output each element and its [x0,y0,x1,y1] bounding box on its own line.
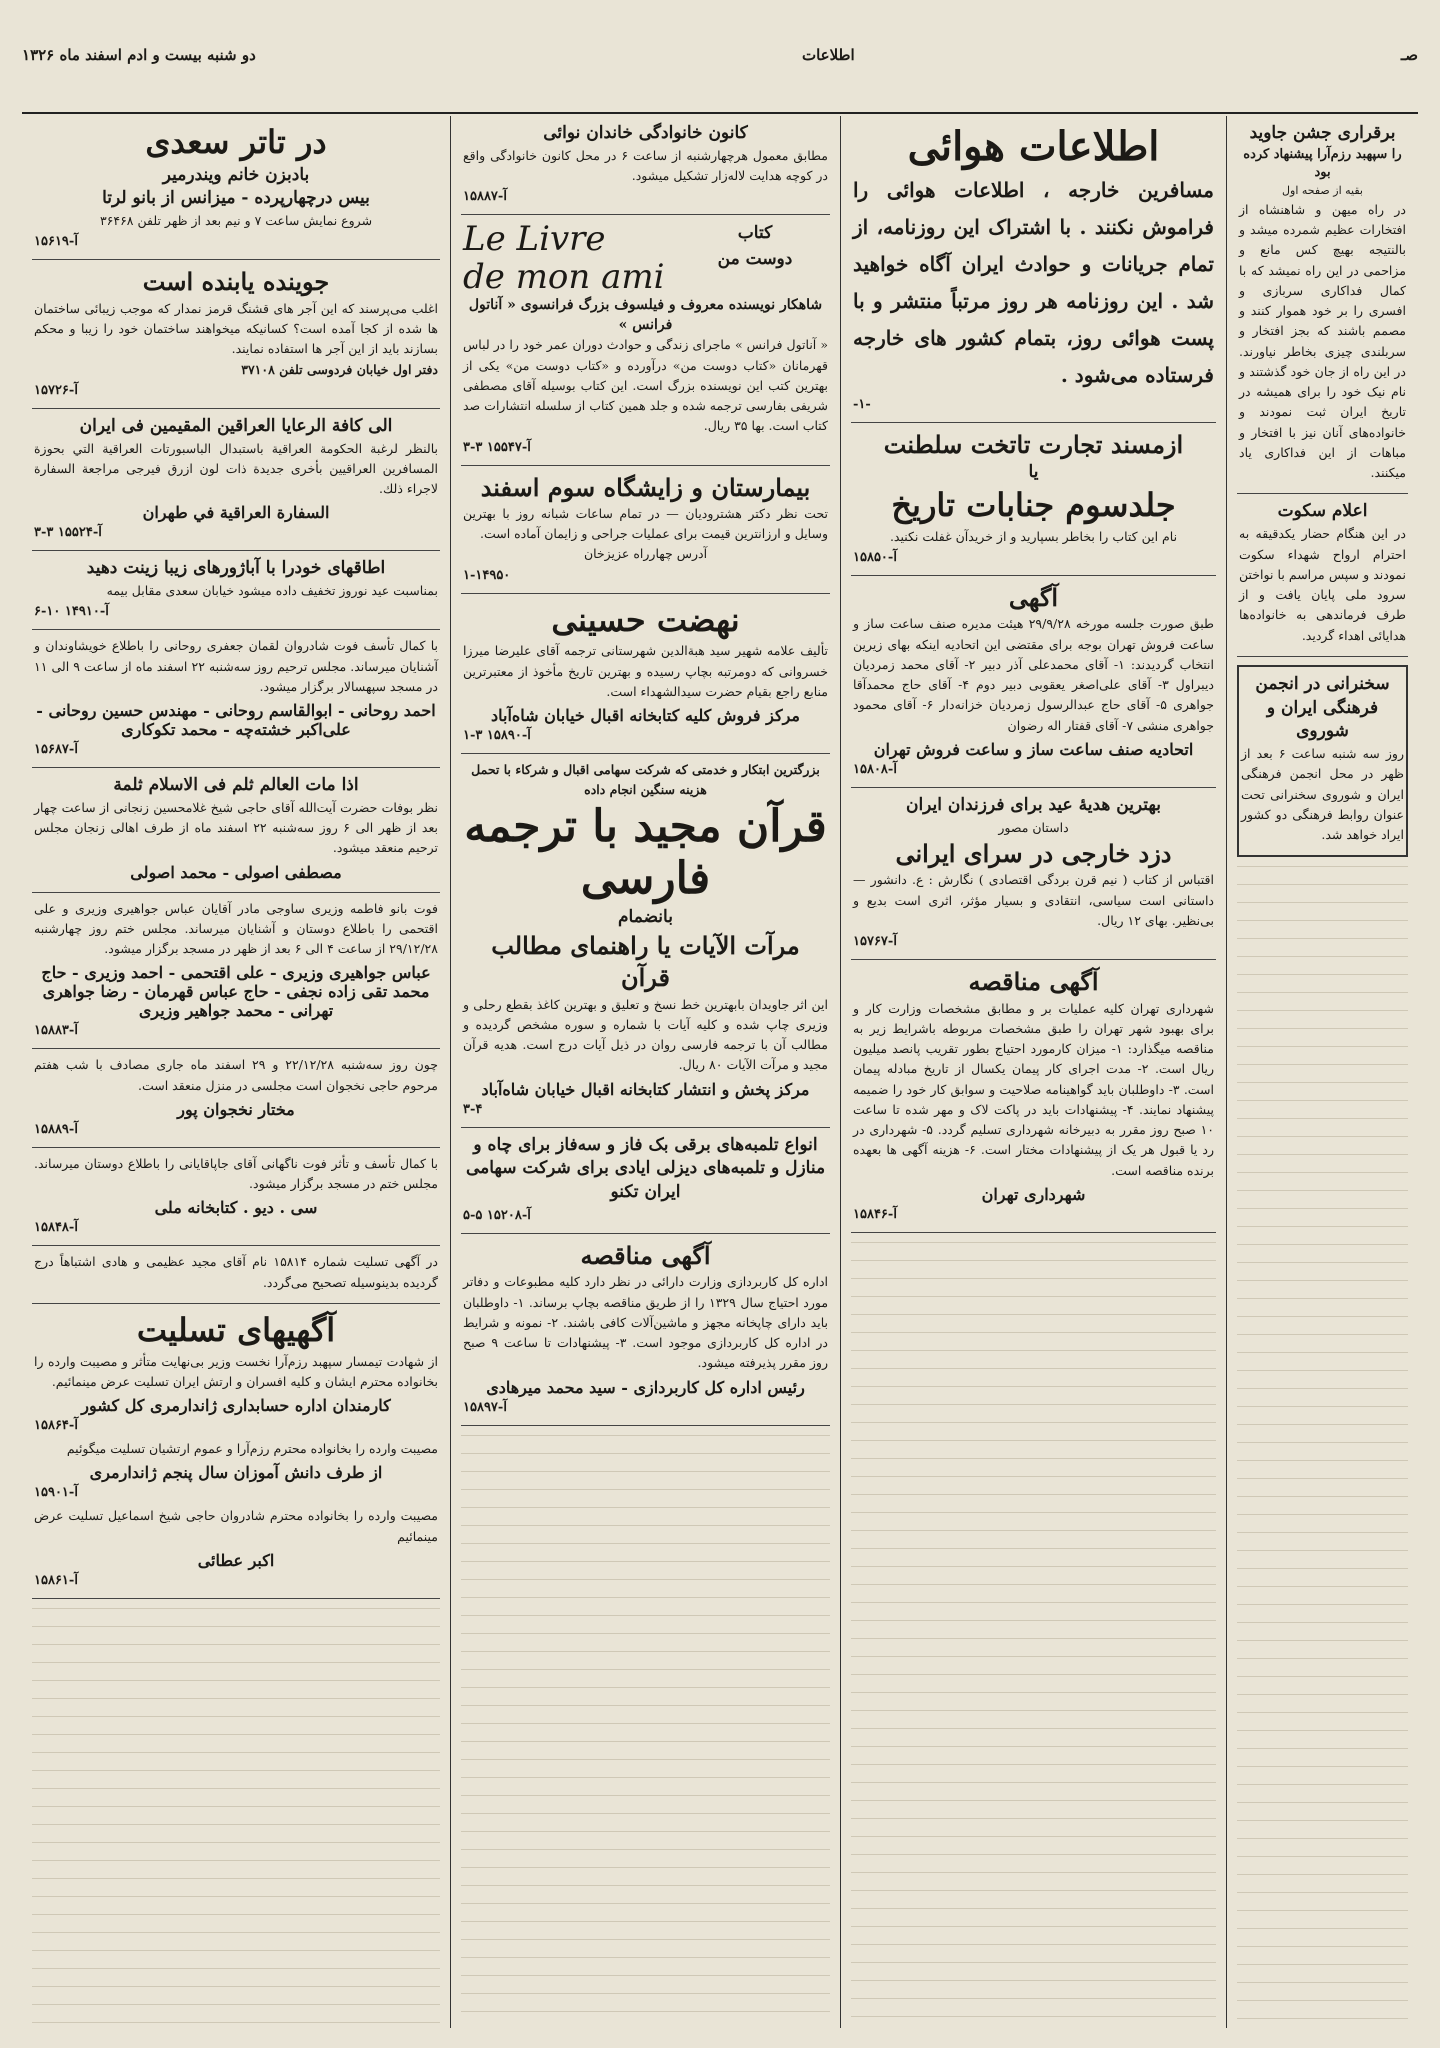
iraq-sig: السفارة العراقية في طهران [142,503,330,523]
thief-book-ad [851,788,1216,960]
seeker-ad [32,260,440,408]
theater-ad [32,116,440,260]
iraq-code [34,525,438,540]
sokoot-title: اعلام سکوت [1277,501,1368,522]
notice1-sig: اتحادیه صنف ساعت ساز و ساعت فروش تهران [873,739,1194,759]
hospital-code: ۱-۱۴۹۵۰ [463,567,511,583]
theater-code: آ-۱۵۶۱۹ [34,234,78,250]
iraq-body: بالنظر لرغبة الحكومة العراقية باستبدال الباسبورتات العراقية التي بحوزة المسافرين العراقيين بأخرى جديدة ذات لون ازرق فيرجى مراجعة السفارة لاجراء ذلك. [34,440,438,497]
hospital-ad [461,466,830,594]
column-2-body-text [851,1233,1216,2028]
hadi-sig: مختار نخجوان پور [177,1099,295,1119]
lamp-body: بمناسبت عید نوروز تخفیف داده میشود خیابان سعدی مقابل بیمه [106,583,438,599]
notice1-title: آگهی [1008,583,1059,613]
book-fa-1: کتاب [737,223,773,244]
seeker-addr: دفتر اول خیابان فردوسی تلفن ۳۷۱۰۸ [241,361,438,377]
correction-notice [32,1246,440,1304]
condolence4-sig: اکبر عطائی [197,1550,275,1570]
death-body: فوت بانو فاطمه وزیری ساوجی مادر آقایان عباس جواهیری وزیری و علی اقتحمی را باطلاع دوستان و آشنایان میرساند. مجلس ختم روز چهارشنبه ۲۹/۱۲/۲۸ از ساعت ۴ الی ۶ بعد از ظهر در مسجد برگزار میشود. [34,900,438,957]
theater-body: بیس درچهارپرده - میزانس از بانو لرتا [102,188,370,209]
column-1-body-text [1237,857,1408,2028]
thief-sub: داستان مصور [998,819,1069,835]
lamp-title: اطاقهای خودرا با آباژورهای زیبا زینت دهید [86,558,386,579]
column-3-body-text [461,1426,830,2028]
anjoman-title: سخنرانی در انجمن فرهنگی ایران و شوروی [1255,673,1390,742]
history-pre: ازمسند تجارت تاتخت سلطنت [883,430,1184,459]
nehzat-body: تألیف علامه شهیر سید هبة‌الدین شهرستانی ترجمه آقای علیرضا میرزا خسروانی که دومرتبه بچاپ رسیده و بهترین تاریخ مأخوذ از معتبرترین منابع راجع بقیام حضرت سیدالشهداء است. [463,643,828,699]
book-heading [463,221,828,296]
quran-sub: بانضمام [618,907,673,928]
notice1-code: آ-۱۵۸۰۸ [853,761,897,777]
quran-sub2: مرآت الآیات یا راهنمای مطالب قرآن [491,930,800,993]
pump-ad [461,1128,830,1234]
tender3-body: اداره کل کاربردازی وزارت دارائی در نظر دارد کلیه مطبوعات و دفاتر مورد احتیاج سال ۱۳۲۹ را از طریق مناقصه بچاپ برساند. ۱- داوطلبان باید دارای چاپخانه مجهز و ماشین‌آلات کافی باشند. ۲- نمونه و شرایط در اداره کل کاربردازی موجود است. ۳- پیشنهادات تا ساعت ۹ صبح روز مقرر پذیرفته میشود. [463,1274,829,1371]
tender2-code: آ-۱۵۸۴۶ [853,1206,897,1222]
hospital-body: تحت نظر دکتر هشترودیان — در تمام ساعات شبانه روز با بهترین وسایل و ارزانترین قیمت برای عملیات جراحی و زایمان آماده است. [463,505,828,542]
death-code: آ-۱۵۸۸۳ [34,1023,78,1039]
column-3 [450,116,840,2028]
condolence1-code: آ-۱۵۶۸۷ [34,742,78,758]
anjoman-body: روز سه شنبه ساعت ۶ بعد از ظهر در محل انجمن فرهنگی ایران و شوروی سخنرانی تحت عنوان روابط فرهنگی دو کشور ایراد خواهد شد. [1241,746,1404,843]
thief-pre: بهترین هدیهٔ عید برای فرزندان ایران [905,794,1162,815]
lamp-num: ۱۰-۶ [34,604,61,620]
hadi-code: آ-۱۵۸۸۹ [34,1121,78,1137]
quran-place: مرکز پخش و انتشار کتابخانه اقبال خیابان شاه‌آباد [481,1079,810,1099]
lamp-code-value: آ-۱۴۹۱۰ [64,604,109,620]
condolence4-body: مصیبت وارده را بخانواده محترم شادروان حاجی شیخ اسماعیل تسلیت عرض مینمائیم [34,1508,438,1544]
theater-sub: بادبزن خانم ویندرمیر [162,164,310,185]
quran-num: ۳-۴ [463,1101,483,1117]
quran-body: این اثر جاویدان بابهترین خط نسخ و تعلیق و بهترین کاغذ بقطع رحلی و وزیری چاپ شده و کلیه آیات با شماره و سوره مشخص گردیده و مطالب آن با ترجمه فارسی روان در ذیل آیات درج است. هدیه قرآن مجید و مرآت الآیات ۸۰ ریال. [463,996,828,1073]
iraq-title: الی کافة الرعایا العراقین المقیمین فی ایران [79,415,393,436]
page-number: صـ [1400,46,1418,64]
condolence4-code: آ-۱۵۸۶۱ [34,1572,78,1588]
cinema-code: آ-۱۵۸۴۸ [34,1220,78,1236]
history-body: نام این کتاب را بخاطر بسپارید و از خریدآن غفلت نکنید. [889,528,1178,544]
book-latin-title [463,221,675,296]
masthead [22,0,1418,110]
seeker-title: جوینده یابنده است [142,267,330,297]
thief-title: دزد خارجی در سرای ایرانی [895,838,1172,868]
thief-code: آ-۱۵۷۶۷ [853,934,897,950]
tender3-title: آگهی مناقصه [580,1241,711,1271]
history-title: جلدسوم جنابات تاریخ [891,486,1176,525]
column-4 [22,116,450,2028]
book-body: « آناتول فرانس » ماجرای زندگی و حوادث دوران عمر خود را در لباس قهرمانان «کتاب دوست من» درآورده و «کتاب دوست من» یکی از بهترین کتب این نویسنده بزرگ است. این کتاب بوسیله آقای مصطفی شریفی بفارسی ترجمه شده و جلد همین کتاب از سلسله انتشارات صد کتاب است. بها ۳۵ ریال. [463,337,828,434]
column-1 [1226,116,1418,2028]
condolence3-sig: از طرف دانش آموزان سال پنجم ژاندارمری [89,1463,383,1483]
kanoon-code: آ-۱۵۸۸۷ [463,189,507,205]
lamp-code [34,604,438,619]
book-latin-2: de mon ami [463,256,665,297]
theater-title: در تاتر سعدی [145,123,327,161]
history-code: آ-۱۵۸۵۰ [853,550,897,566]
air-info-title: اطلاعات هوائی [907,123,1160,170]
condolence2-code: آ-۱۵۸۶۴ [34,1418,78,1434]
condolence-nakhjavan [32,1049,440,1148]
quran-title: قرآن مجید با ترجمه فارسی [464,800,827,905]
condolence-zanjani [32,768,440,893]
jashn-subtitle: را سپهبد رزم‌آرا پیشنهاد کرده بود [1243,146,1402,180]
pump-num: ۵-۵ [463,1208,483,1224]
book-fa-title [682,221,828,272]
lamp-ad [32,551,440,630]
inna-body: نظر بوفات حضرت آیت‌الله آقای حاجی شیخ غلامحسین زنجانی از ساعت چهار بعد از ظهر الی ۶ روز سه‌شنبه ۲۲ اسفند ماه از طرف اهالی زنجان مجلس ترحیم منعقد میشود. [34,799,439,856]
quran-ad [461,754,830,1128]
hospital-addr: آدرس چهارراه عزیزخان [583,546,708,562]
kanoon-title: کانون خانوادگی خاندان نوائی [543,123,748,143]
air-info-num: -۱- [853,397,871,412]
book-ad [461,215,830,465]
condolence-ruhani [32,630,440,768]
jashn-article [1237,116,1408,494]
condolence-title: آگهیهای تسلیت [136,1310,336,1349]
tender2-body: شهرداری تهران کلیه عملیات بر و مطابق مشخصات وزارت کار و برای بهبود شهر تهران را طبق مشخصات مربوطه باشرایط زیر به مناقصه میگذارد: ۱- میزان کارمورد احتیاج بطور تقریب پانصد میلیون ریال است. ۲- مدت اجرای کار پیمان یکسال از تاریخ مبادله پیمان است. ۳- داوطلبان باید گواهینامه صلاحیت و سوابق کار خود را ضمیمه پیشنهاد نمایند. ۴- پیشنهادات باید در پاکت لاک و مهر شده تا ساعت ۱۰ صبح روز مقرر به دبیرخانه شهرداری تسلیم گردد. ۵- شهرداری در رد یا قبول هر یک از پیشنهادات مختار است. ۶- هزینه آگهی ها بعهده برنده مناقصه است. [853,1000,1215,1178]
seeker-code: آ-۱۵۷۲۶ [34,382,78,398]
tender3-code: آ-۱۵۸۹۷ [463,1399,507,1415]
paper-name: اطلاعات [801,46,855,64]
quran-pre: بزرگترین ابتکار و خدمتی که شرکت سهامی اقبال و شرکاء با تحمل هزینه سنگین انجام داده [471,762,820,798]
condolence2-sig: کارمندان اداره حسابداری ژاندارمری کل کشور [81,1396,391,1416]
thief-body: اقتباس از کتاب ( نیم قرن بردگی اقتصادی ) نگارش : ع. دانشور — داستانی است سیاسی، انتقادی و بسیار مؤثر، اثری است بدیع و بی‌نظیر. بهای ۱۲ ریال. [853,872,1214,928]
condolence2-body: از شهادت تیمسار سپهبد رزم‌آرا نخست وزیر بی‌نهایت متأثر و مصیبت وارده را بخانواده محترم ایشان و کلیه افسران و ارتش ایران تسلیت عرض مینمائیم. [34,1353,438,1389]
history-ya: یا [1028,462,1039,483]
pump-body: انواع تلمبه‌های برقی بک فاز و سه‌فاز برای چاه و منازل و تلمبه‌های دیزلی ایادی برای شرکت سهامی ایران تکنو [465,1134,826,1203]
hospital-title: بیمارستان و زایشگاه سوم اسفند [480,472,811,502]
book-num: ۳-۳ [463,439,483,455]
book-code-value: آ-۱۵۵۴۷ [486,439,531,455]
cinema-body: با کمال تأسف و تأثر فوت ناگهانی آقای جاپاقایانی را باطلاع دوستان میرساند. مجلس ختم در مسجد برگزار میشود. [34,1155,438,1192]
sokoot-article [1237,494,1408,656]
condolence-library [32,1148,440,1247]
condolence3-code: آ-۱۵۹۰۱ [34,1485,78,1501]
pump-code-value: آ-۱۵۲۰۸ [486,1208,531,1224]
column-2 [840,116,1226,2028]
hadi-body: چون روز سه‌شنبه ۲۲/۱۲/۲۸ و ۲۹ اسفند ماه جاری مصادف با شب هفتم مرحوم حاجی نخجوان است مجلسی در منزل منعقد است. [34,1057,438,1093]
nehzat-place: مرکز فروش کلیه کتابخانه اقبال خیابان شاه‌آباد [491,706,800,725]
nehzat-code [463,728,828,743]
correction-body: در آگهی تسلیت شماره ۱۵۸۱۴ نام آقای مجید عظیمی و هادی اشتباهاً درج گردیده بدینوسیله تصحیح می‌گردد. [34,1254,438,1290]
columns [22,116,1418,2028]
inna-sig: مصطفی اصولی - محمد اصولی [130,862,342,882]
iraq-num: ۳-۳ [34,525,54,541]
nehzat-num: ۳-۱ [463,728,483,743]
watch-guild-notice [851,576,1216,788]
death-sig: عباس جواهیری وزیری - علی اقتحمی - احمد وزیری - حاج محمد تقی زاده نجفی - حاج عباس قهرمان - رضا جواهری تهرانی - محمد جواهیر وزیری [41,963,431,1021]
condolence-vaziri [32,893,440,1050]
book-author: شاهکار نویسنده معروف و فیلسوف بزرگ فرانسوی « آناتول فرانس » [468,297,823,333]
air-info-body: مسافرین خارجه ، اطلاعات هوائی را فراموش نکنند . با اشتراک این روزنامه، از تمام جریانات و حوادث ایران آگاه خواهید شد . این روزنامه هر روز مرتباً منتشر و با پست هوائی روز، بتمام کشور های خارجه فرستاده می‌شود . [853,178,1214,387]
cinema-sig: سی . دیو . کتابخانه ملی [154,1198,318,1218]
masthead-rule [22,112,1418,114]
tender3-sig: رئیس اداره کل کاربردازی - سید محمد میرهادی [486,1377,805,1397]
pump-code [463,1208,828,1223]
iraq-ad [32,409,440,552]
column-4-body-text [32,1599,440,2028]
anjoman-box [1237,665,1408,858]
condolence3-body: مصیبت وارده را بخانواده محترم رزم‌آرا و عموم ارتشیان تسلیت میگوئیم [66,1441,438,1457]
nehzat-code-value: آ-۱۵۸۹۰ [486,728,531,743]
nehzat-title: نهضت حسینی [551,600,740,639]
iraq-code-value: آ-۱۵۵۲۴ [57,525,102,541]
book-code [463,440,828,455]
sokoot-body: در این هنگام حضار یکدقیقه به احترام ارواح شهداء سکوت نمودند و سپس مراسم با نواختن سرود ملی پایان یافت و از طرف فرماندهی به خانواده‌ها هدایائی اهداء گردید. [1239,526,1406,643]
book-fa-2: دوست من [717,248,793,269]
date-line: دو شنبه بیست و ادم اسفند ماه ۱۳۲۶ [22,46,256,64]
book-latin-1: Le Livre [463,219,606,260]
theater-time: شروع نمایش ساعت ۷ و نیم بعد از ظهر تلفن ۳۶۴۶۸ [99,213,373,229]
printing-tender [461,1234,830,1426]
jashn-title: برقراری جشن جاوید [1249,123,1396,143]
jashn-continued: بقیه از صفحه اول [1282,184,1363,198]
tender2-title: آگهی مناقصه [968,967,1099,997]
kanoon-body: مطابق معمول هرچهارشنبه از ساعت ۶ در محل کانون خانوادگی واقع در کوچه هدایت لاله‌زار تشکیل میشود. [463,147,828,184]
seeker-body: اغلب می‌پرسند که این آجر های قشنگ قرمز نمدار که موجب زیبائی ساختمان ها شده از کجا آمده است؟ کسانیکه میخواهند ساختمان خود را زیبا و محکم بسازند باید از این آجر ها استفاده نمایند. [34,300,438,357]
inna-title: اذا مات العالم ثلم فی الاسلام ثلمة [113,775,359,796]
air-info-ad [851,116,1216,423]
tender2-sig: شهرداری تهران [981,1184,1086,1204]
condolence1-sig: احمد روحانی - ابوالقاسم روحانی - مهندس حسین روحانی - علی‌اکبر خشته‌چه - محمد تکوکاری [36,701,436,740]
notice1-body: طبق صورت جلسه مورخه ۲۹/۹/۲۸ هیئت مدیره صنف ساعت ساز و ساعت فروش تهران بوجه برای مقتضی این اتحادیه اینکه بهای زیرین انتخاب گردیدند: ۱- آقای محمدعلی آذر دبیر ۲- آقای محمد زمردیان دیبراول ۳- آقای علی‌اصغر یعقوبی دبیر دوم ۴- آقای حاج محمدآقا جواهری ۵- آقای حاج عبدالرسول زمردیان خزانه‌دار ۶- آقای محمود جواهری منشی ۷- آقای قفتار اله رضوان [853,616,1214,733]
history-book-ad [851,423,1216,576]
condolence-section [32,1304,440,1599]
nehzat-ad [461,594,830,754]
kanoon-ad [461,116,830,215]
jashn-body: در راه میهن و شاهنشاه از افتخارات عظیم شمرده میشد و بالنتیجه بهیچ کس مانع و مزاحمی در این راه نمیشد که با کمال فداکاری سربازی و افسری را بر خود هموار کنند و مصمم باشند که بجز افتخار و سربلندی چیزی بخاطر نیاورند. در این راه از جان خود گذشتند و نام نیک خود را برای همیشه در تاریخ ایران ثبت نمودند و خانواده‌های آنان نیز با افتخار و مباهات از این فداکاری یاد میکنند. [1239,201,1406,481]
municipal-tender [851,960,1216,1233]
condolence1-body: با کمال تأسف فوت شادروان لقمان جعفری روحانی را باطلاع خویشاوندان و آشنایان میرساند. مجلس ترحیم روز سه‌شنبه ۲۲ اسفند ماه از ساعت ۹ الی ۱۱ در مسجد سپهسالار برگزار میشود. [34,638,438,694]
